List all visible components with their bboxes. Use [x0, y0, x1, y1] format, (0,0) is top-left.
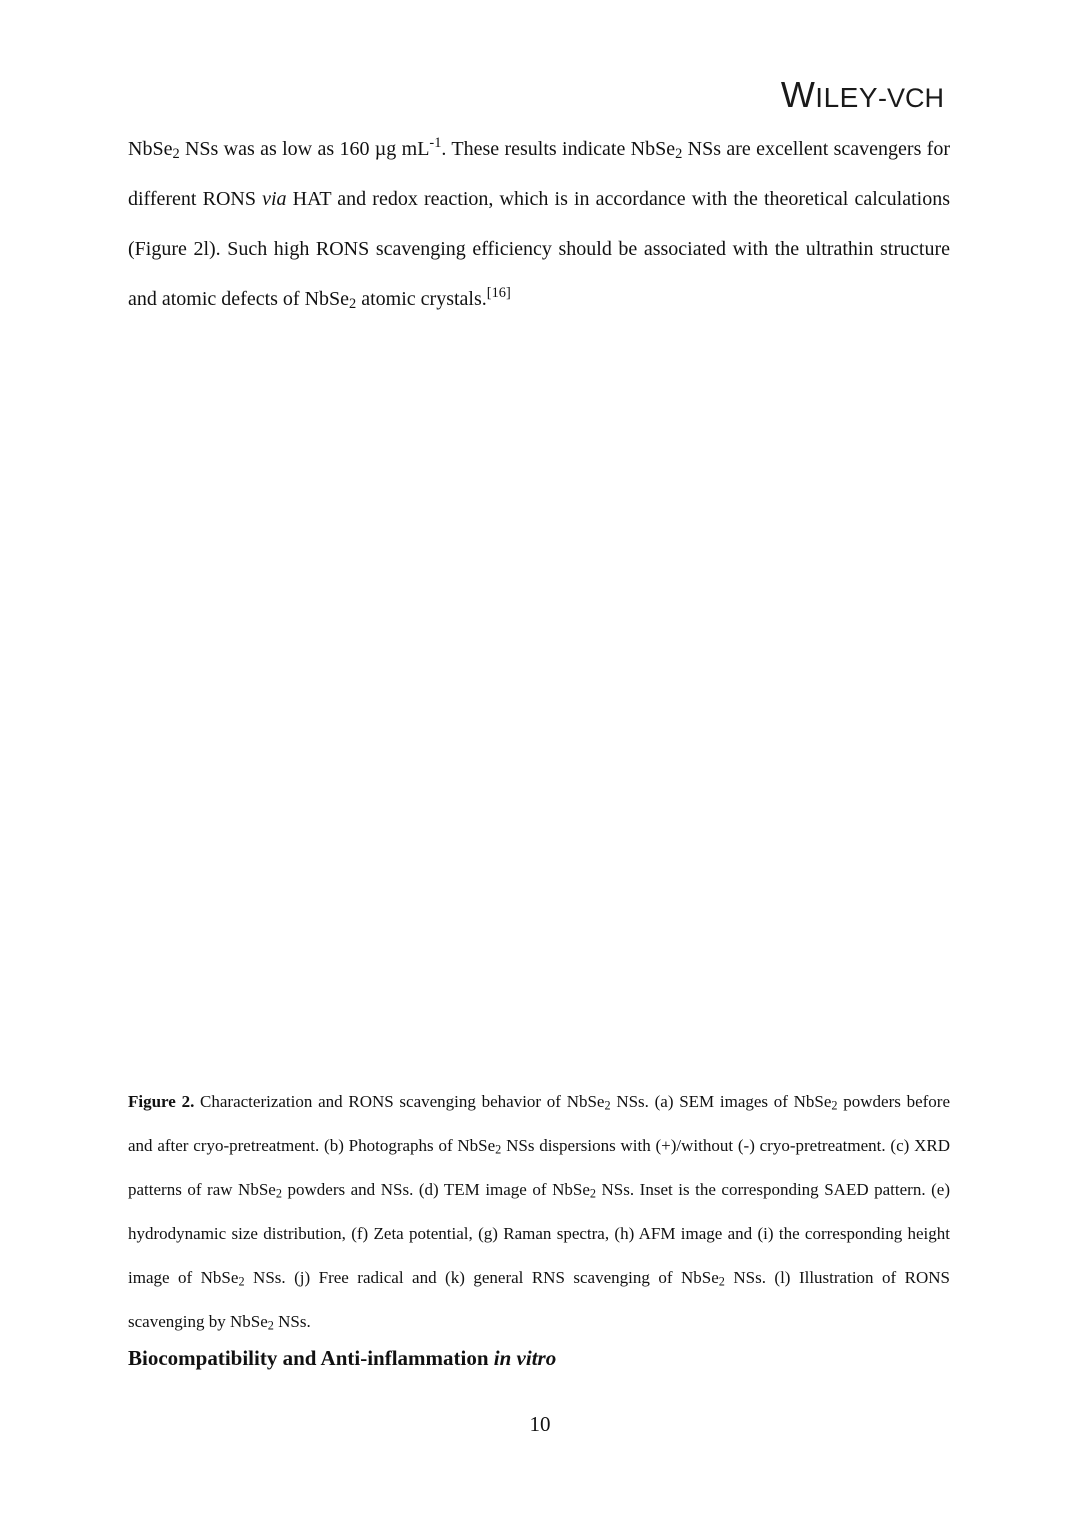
- figure-caption: [128, 1080, 950, 1344]
- figure-placeholder: [128, 330, 950, 1070]
- text-run: NSs. Inset is the corresponding SAED pattern. (e) hydrodynamic size distribution, (f) Zeta potential, (g) Raman spectra, (h) AFM image and (i) the corresponding height image of NbSe: [128, 1180, 950, 1287]
- text-run: . These results indicate NbSe: [441, 138, 676, 160]
- superscript: -1: [429, 135, 442, 152]
- subscript: 2: [675, 145, 683, 162]
- citation-reference: [16]: [486, 285, 511, 302]
- text-run: NSs was as low as 160 µg mL: [179, 138, 430, 160]
- body-paragraph: [128, 124, 950, 324]
- text-run: NSs. (l) Illustration of RONS scavenging by NbSe: [128, 1268, 950, 1331]
- page-number: 10: [529, 1412, 551, 1436]
- text-run: NSs.: [273, 1312, 311, 1331]
- publisher-logo: [700, 74, 944, 116]
- text-run: Characterization and RONS scavenging behavior of NbSe: [194, 1092, 605, 1111]
- text-run: HAT and redox reaction, which is in accordance with the theoretical calculations (Figure 2l). Such high RONS scavenging efficiency should be associated with the ultrathin structure and atomic defects of NbSe: [128, 188, 950, 310]
- caption-label: Figure 2.: [128, 1092, 195, 1111]
- heading-italic: in vitro: [493, 1346, 557, 1370]
- text-run: atomic crystals.: [356, 288, 487, 310]
- section-heading: [128, 1346, 950, 1371]
- publisher-logo-w: W: [780, 74, 816, 115]
- publisher-logo-suffix: -VCH: [878, 83, 944, 113]
- subscript: 2: [275, 1186, 282, 1201]
- text-run: NbSe: [128, 138, 173, 160]
- subscript: 2: [349, 295, 357, 312]
- subscript: 2: [718, 1274, 725, 1289]
- subscript: 2: [495, 1142, 502, 1157]
- subscript: 2: [831, 1098, 838, 1113]
- text-run: powders and NSs. (d) TEM image of NbSe: [281, 1180, 590, 1199]
- text-run: NSs dispersions with (+)/without (-) cryo-pretreatment. (c) XRD patterns of raw NbSe: [128, 1136, 950, 1199]
- heading-text: Biocompatibility and Anti-inflammation: [128, 1346, 494, 1370]
- text-run: NSs. (a) SEM images of NbSe: [610, 1092, 832, 1111]
- subscript: 2: [172, 145, 180, 162]
- publisher-logo-iley: ILEY: [815, 82, 878, 113]
- italic-text: via: [262, 188, 287, 210]
- subscript: 2: [589, 1186, 596, 1201]
- subscript: 2: [267, 1318, 274, 1333]
- subscript: 2: [604, 1098, 611, 1113]
- text-run: NSs are excellent scavengers for different RONS: [128, 138, 951, 210]
- text-run: powders before and after cryo-pretreatment. (b) Photographs of NbSe: [128, 1092, 950, 1155]
- subscript: 2: [238, 1274, 245, 1289]
- text-run: NSs. (j) Free radical and (k) general RNS scavenging of NbSe: [244, 1268, 719, 1287]
